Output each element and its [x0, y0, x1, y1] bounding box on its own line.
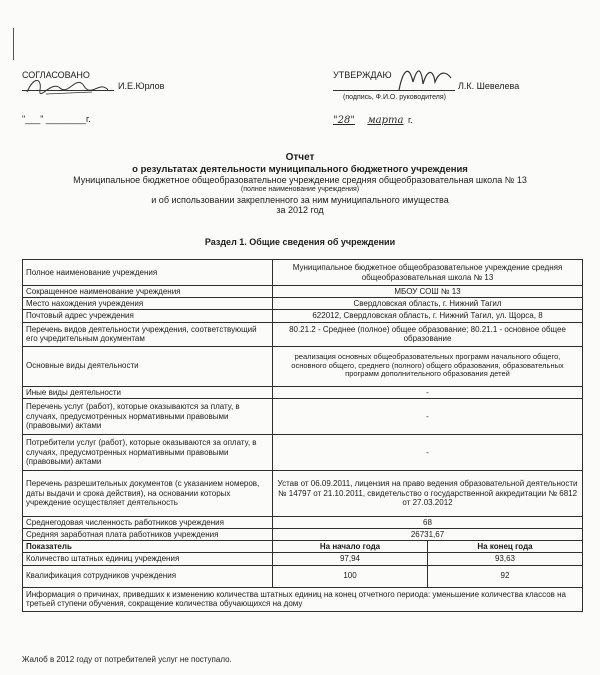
approve-date — [333, 110, 413, 128]
title-block — [20, 152, 580, 216]
table-row — [23, 322, 583, 346]
info-text: Информация о причинах, приведших к изменению количества штатных единиц на конец отчетного периода: уменьшение количества классов на третьей ступени обучения, сокращение количества обучающихся на дому — [23, 587, 583, 611]
row-value: - — [273, 386, 583, 398]
row-label: Среднегодовая численность работников учреждения — [23, 516, 273, 528]
indicator-end: 92 — [428, 565, 583, 587]
approve-sub: (подпись, Ф.И.О. руководителя) — [343, 94, 446, 101]
table-row — [23, 286, 583, 298]
row-label: Место нахождения учреждения — [23, 298, 273, 310]
approve-name: Л.К. Шевелева — [458, 81, 520, 91]
indicator-label: Квалификация сотрудников учреждения — [23, 565, 273, 587]
indicator-start: 100 — [273, 565, 428, 587]
margin-mark — [13, 28, 14, 60]
title-line5: и об использовании закрепленного за ним муниципального имущества — [151, 194, 449, 205]
row-value: - — [273, 434, 583, 470]
title-line6: за 2012 год — [276, 205, 324, 216]
agreed-label: СОГЛАСОВАНО — [22, 70, 90, 80]
row-value: реализация основных общеобразовательных программ начального общего, основного общего, среднего (полного) общего образования, образовательных программ дополнительного образования детей — [273, 346, 583, 386]
approve-date-day: "28" — [333, 115, 355, 126]
row-value: Муниципальное бюджетное общеобразовательное учреждение средняя общеобразовательная школа № 13 — [273, 260, 583, 286]
indicator-header-row — [23, 541, 583, 553]
approve-label: УТВЕРЖДАЮ — [333, 70, 392, 80]
info-row — [23, 587, 583, 611]
row-label: Перечень видов деятельности учреждения, соответствующий его учредительным документам — [23, 322, 273, 346]
info-table — [22, 259, 583, 612]
table-row — [23, 434, 583, 470]
table-row — [23, 553, 583, 565]
row-value: Свердловская область, г. Нижний Тагил — [273, 298, 583, 310]
row-value: 68 — [273, 516, 583, 528]
row-value: 80.21.2 - Среднее (полное) общее образование; 80.21.1 - основное общее образование — [273, 322, 583, 346]
row-value: Устав от 06.09.2011, лицензия на право ведения образовательной деятельности № 14797 от 21.10.2011, свидетельство о государственной аккредитации № 6812 от 27.03.2012 — [273, 470, 583, 516]
indicator-label: Количество штатных единиц учреждения — [23, 553, 273, 565]
title-line1: Отчет — [285, 152, 315, 163]
row-value: 26731,67 — [273, 528, 583, 540]
table-row — [23, 528, 583, 540]
row-label: Перечень разрешительных документов (с указанием номеров, даты выдачи и срока действия), на основании которых учреждение осуществляет деятельность — [23, 470, 273, 516]
agreed-sign-line — [22, 90, 114, 91]
section-title: Раздел 1. Общие сведения об учреждении — [204, 237, 396, 247]
row-value: 622012, Свердловская область, г. Нижний Тагил, ул. Щорса, 8 — [273, 310, 583, 322]
title-line4: (полное наименование учреждения) — [240, 186, 360, 194]
table-row — [23, 398, 583, 434]
table-row — [23, 298, 583, 310]
table-row — [23, 386, 583, 398]
signature-agreed — [22, 70, 112, 100]
approve-date-month: марта — [367, 115, 404, 126]
footer-note: Жалоб в 2012 году от потребителей услуг не поступало. — [22, 655, 232, 664]
table-row — [23, 516, 583, 528]
table-row — [23, 346, 583, 386]
row-label: Потребители услуг (работ), которые оказываются за оплату, в случаях, предусмотренных нормативными правовыми (правовыми) актами — [23, 434, 273, 470]
row-label: Перечень услуг (работ), которые оказываются за плату, в случаях, предусмотренных нормативными правовыми (правовыми) актами — [23, 398, 273, 434]
table-row — [23, 565, 583, 587]
title-line2: о результатах деятельности муниципального бюджетного учреждения — [132, 164, 468, 175]
indicator-header-start: На начало года — [273, 541, 428, 553]
row-label: Основные виды деятельности — [23, 346, 273, 386]
approve-date-suffix: г. — [407, 115, 413, 125]
row-value: - — [273, 398, 583, 434]
table-row — [23, 470, 583, 516]
agreed-date: "___" ________г. — [22, 114, 91, 124]
row-label: Средняя заработная плата работников учреждения — [23, 528, 273, 540]
row-label: Иные виды деятельности — [23, 386, 273, 398]
agreed-name: И.Е.Юрлов — [118, 81, 165, 91]
indicator-header-end: На конец года — [428, 541, 583, 553]
title-line3: Муниципальное бюджетное общеобразовательное учреждение средняя общеобразовательная школа № 13 — [73, 175, 527, 186]
table-row — [23, 260, 583, 286]
table-row — [23, 310, 583, 322]
approve-sign-line — [333, 90, 455, 91]
indicator-end: 93,63 — [428, 553, 583, 565]
signature-approve — [395, 60, 455, 94]
indicator-start: 97,94 — [273, 553, 428, 565]
row-value: МБОУ СОШ № 13 — [273, 286, 583, 298]
row-label: Полное наименование учреждения — [23, 260, 273, 286]
row-label: Почтовый адрес учреждения — [23, 310, 273, 322]
row-label: Сокращенное наименование учреждения — [23, 286, 273, 298]
indicator-header-label: Показатель — [23, 541, 273, 553]
